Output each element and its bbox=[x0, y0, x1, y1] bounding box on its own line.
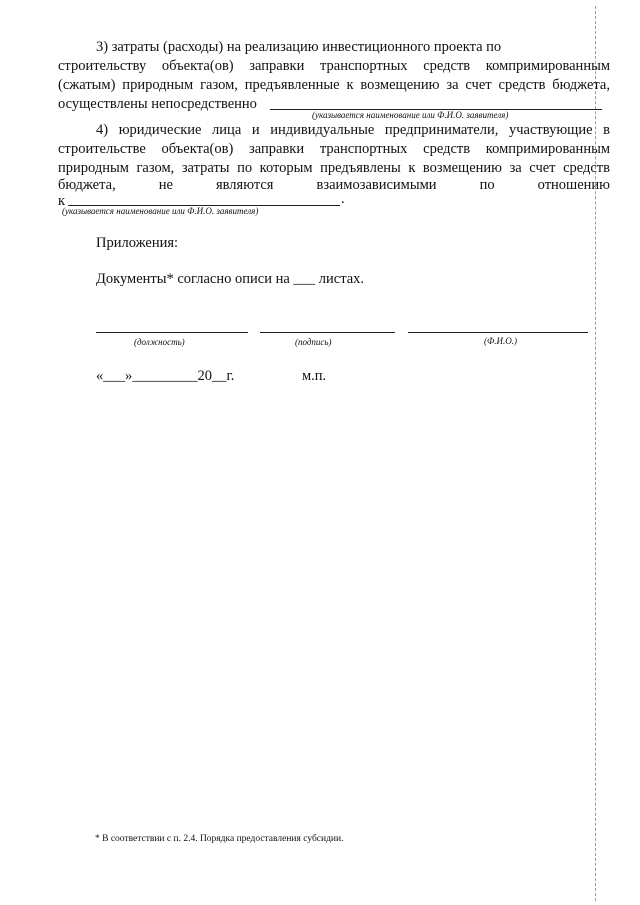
para3-line4: осуществлены непосредственно bbox=[58, 96, 257, 112]
footnote: * В соответствии с п. 2.4. Порядка предоставления субсидии. bbox=[95, 834, 344, 844]
para4-line4: бюджета, не являются взаимозависимыми по отношению bbox=[58, 177, 610, 193]
para4-line2: строительстве объекта(ов) заправки транспортных средств компримированным bbox=[58, 141, 610, 157]
para3-line3: (сжатым) природным газом, предъявленные к возмещению за счет средств бюджета, bbox=[58, 77, 610, 93]
position-caption: (должность) bbox=[134, 337, 185, 347]
para4-line3: природным газом, затраты по которым предъявлены к возмещению за счет средств bbox=[58, 160, 610, 176]
full-name-caption: (Ф.И.О.) bbox=[484, 336, 517, 346]
full-name-field bbox=[408, 332, 588, 333]
para4-caption: (указывается наименование или Ф.И.О. заявителя) bbox=[62, 206, 259, 216]
position-field bbox=[96, 332, 248, 333]
signature-field bbox=[260, 332, 395, 333]
signature-caption: (подпись) bbox=[295, 337, 332, 347]
para3-caption: (указывается наименование или Ф.И.О. заявителя) bbox=[312, 110, 509, 120]
para4-line5-suffix: . bbox=[341, 191, 345, 207]
documents-line: Документы* согласно описи на ___ листах. bbox=[96, 271, 365, 287]
attachments-heading: Приложения: bbox=[96, 235, 179, 251]
para4-line1: 4) юридические лица и индивидуальные предприниматели, участвующие в bbox=[96, 122, 610, 138]
stamp-place: м.п. bbox=[302, 368, 327, 384]
para3-line2: строительству объекта(ов) заправки транспортных средств компримированным bbox=[58, 58, 610, 74]
para4-line5-prefix: к bbox=[58, 193, 66, 209]
date-line: «___»_________20__г. bbox=[96, 368, 235, 384]
